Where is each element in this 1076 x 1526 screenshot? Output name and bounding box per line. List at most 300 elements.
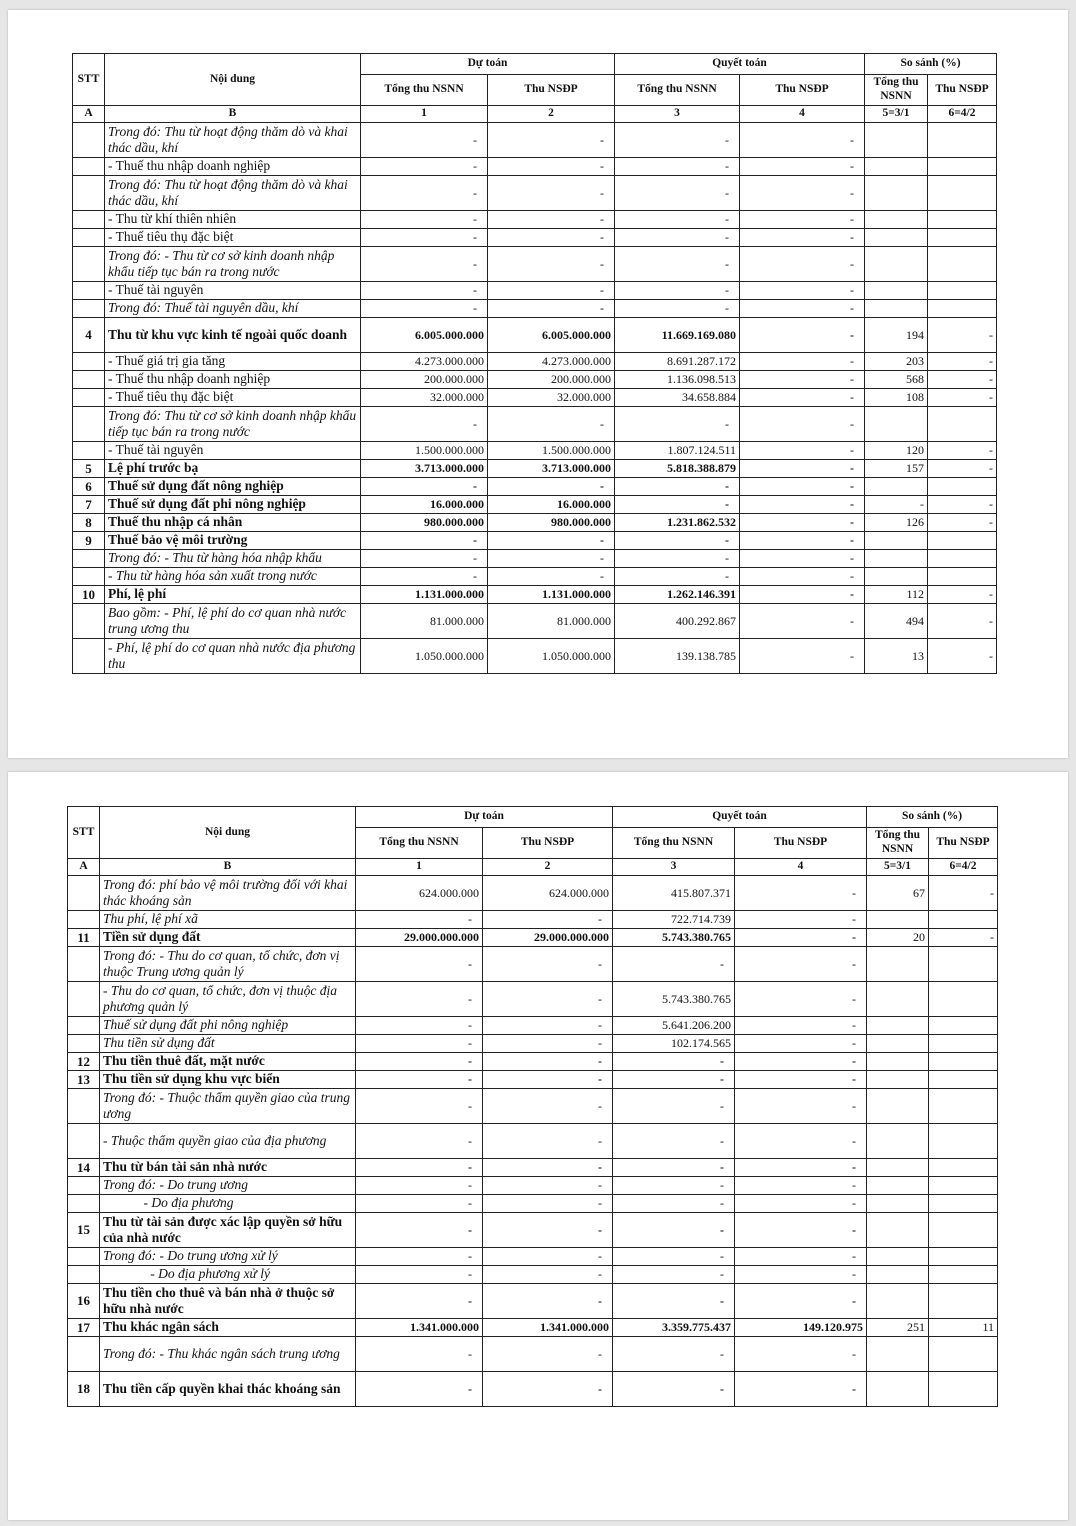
du-toan-thu-nsdp-value: 1.050.000.000 [488, 639, 615, 674]
row-content: Thu khác ngân sách [100, 1319, 356, 1337]
column-index: 2 [488, 106, 615, 123]
so-sanh-tong-thu-pct [867, 1337, 929, 1372]
row-stt: 17 [68, 1319, 100, 1337]
so-sanh-tong-thu-pct [867, 1248, 929, 1266]
du-toan-thu-nsdp-value: - [483, 1213, 613, 1248]
header-quyet-toan: Quyết toán [615, 54, 865, 75]
quyet-toan-thu-nsdp-value: - [735, 1372, 867, 1407]
row-content: Thu phí, lệ phí xã [100, 911, 356, 929]
quyet-toan-thu-nsdp-value: - [740, 586, 865, 604]
quyet-toan-tong-thu-value: - [615, 496, 740, 514]
row-stt: 6 [73, 478, 105, 496]
table-row [68, 1372, 998, 1407]
row-stt: 10 [73, 586, 105, 604]
row-content: Thuế sử dụng đất nông nghiệp [105, 478, 361, 496]
so-sanh-thu-nsdp-pct [928, 229, 997, 247]
so-sanh-thu-nsdp-pct: - [928, 371, 997, 389]
row-content: - Phí, lệ phí do cơ quan nhà nước địa phương thu [105, 639, 361, 674]
du-toan-tong-thu-value: - [361, 568, 488, 586]
quyet-toan-tong-thu-value: - [613, 1177, 735, 1195]
so-sanh-tong-thu-pct: 194 [865, 318, 928, 353]
quyet-toan-thu-nsdp-value: - [740, 318, 865, 353]
quyet-toan-tong-thu-value: 415.807.371 [613, 876, 735, 911]
du-toan-thu-nsdp-value: - [483, 1337, 613, 1372]
so-sanh-tong-thu-pct [867, 1053, 929, 1071]
table-row [68, 1177, 998, 1195]
row-stt [68, 1124, 100, 1159]
so-sanh-thu-nsdp-pct [928, 532, 997, 550]
table-row [73, 478, 997, 496]
so-sanh-tong-thu-pct [865, 568, 928, 586]
row-content: Thu tiền sử dụng đất [100, 1035, 356, 1053]
du-toan-thu-nsdp-value: 200.000.000 [488, 371, 615, 389]
table-row [73, 460, 997, 478]
header-tong-thu-nsnn: Tổng thu NSNN [361, 75, 488, 106]
quyet-toan-tong-thu-value: - [615, 247, 740, 282]
column-index-row [68, 859, 998, 876]
so-sanh-thu-nsdp-pct [928, 282, 997, 300]
row-stt [73, 371, 105, 389]
quyet-toan-tong-thu-value: - [615, 532, 740, 550]
du-toan-tong-thu-value: 29.000.000.000 [356, 929, 483, 947]
row-stt: 8 [73, 514, 105, 532]
table-row [68, 1319, 998, 1337]
table-row [73, 211, 997, 229]
header-thu-nsdp: Thu NSĐP [735, 828, 867, 859]
du-toan-thu-nsdp-value: 3.713.000.000 [488, 460, 615, 478]
du-toan-thu-nsdp-value: - [483, 1177, 613, 1195]
du-toan-thu-nsdp-value: - [488, 478, 615, 496]
quyet-toan-thu-nsdp-value: - [740, 158, 865, 176]
row-content: - Thu từ khí thiên nhiên [105, 211, 361, 229]
du-toan-tong-thu-value: - [356, 1372, 483, 1407]
so-sanh-thu-nsdp-pct [928, 300, 997, 318]
so-sanh-tong-thu-pct [867, 911, 929, 929]
du-toan-tong-thu-value: - [356, 1337, 483, 1372]
quyet-toan-tong-thu-value: - [613, 1337, 735, 1372]
quyet-toan-tong-thu-value: 139.138.785 [615, 639, 740, 674]
quyet-toan-thu-nsdp-value: - [735, 1284, 867, 1319]
du-toan-thu-nsdp-value: - [488, 532, 615, 550]
quyet-toan-thu-nsdp-value: - [735, 1159, 867, 1177]
row-stt [73, 407, 105, 442]
header-du-toan: Dự toán [361, 54, 615, 75]
so-sanh-tong-thu-pct [865, 300, 928, 318]
header-tong-thu-nsnn: Tổng thu NSNN [615, 75, 740, 106]
table-row [73, 586, 997, 604]
quyet-toan-thu-nsdp-value: - [740, 460, 865, 478]
du-toan-thu-nsdp-value: 1.341.000.000 [483, 1319, 613, 1337]
row-content: - Thuế tài nguyên [105, 282, 361, 300]
quyet-toan-tong-thu-value: - [613, 1071, 735, 1089]
so-sanh-thu-nsdp-pct [929, 1035, 998, 1053]
column-index: 4 [740, 106, 865, 123]
row-content: Trong đó: Thu từ hoạt động thăm dò và khai thác dầu, khí [105, 123, 361, 158]
so-sanh-tong-thu-pct [865, 176, 928, 211]
quyet-toan-thu-nsdp-value: - [740, 442, 865, 460]
du-toan-thu-nsdp-value: - [483, 1089, 613, 1124]
so-sanh-tong-thu-pct: 20 [867, 929, 929, 947]
quyet-toan-tong-thu-value: - [613, 1195, 735, 1213]
quyet-toan-tong-thu-value: 5.743.380.765 [613, 929, 735, 947]
du-toan-tong-thu-value: - [356, 1177, 483, 1195]
so-sanh-thu-nsdp-pct [928, 123, 997, 158]
du-toan-thu-nsdp-value: - [483, 1248, 613, 1266]
so-sanh-thu-nsdp-pct: 11 [929, 1319, 998, 1337]
du-toan-thu-nsdp-value: - [483, 1266, 613, 1284]
row-stt [68, 982, 100, 1017]
table-row [73, 123, 997, 158]
so-sanh-thu-nsdp-pct [929, 1284, 998, 1319]
quyet-toan-tong-thu-value: 722.714.739 [613, 911, 735, 929]
du-toan-tong-thu-value: - [361, 176, 488, 211]
du-toan-tong-thu-value: - [361, 229, 488, 247]
header-thu-nsdp: Thu NSĐP [929, 828, 998, 859]
quyet-toan-tong-thu-value: - [613, 1213, 735, 1248]
du-toan-tong-thu-value: - [356, 1053, 483, 1071]
quyet-toan-thu-nsdp-value: - [740, 478, 865, 496]
quyet-toan-tong-thu-value: - [613, 1284, 735, 1319]
row-stt [68, 1266, 100, 1284]
row-stt [73, 389, 105, 407]
so-sanh-thu-nsdp-pct: - [928, 639, 997, 674]
quyet-toan-thu-nsdp-value: - [740, 247, 865, 282]
quyet-toan-thu-nsdp-value: - [735, 876, 867, 911]
quyet-toan-thu-nsdp-value: - [740, 353, 865, 371]
so-sanh-tong-thu-pct [867, 1177, 929, 1195]
quyet-toan-thu-nsdp-value: - [740, 532, 865, 550]
so-sanh-tong-thu-pct [865, 123, 928, 158]
du-toan-tong-thu-value: - [356, 1159, 483, 1177]
quyet-toan-thu-nsdp-value: - [735, 1017, 867, 1035]
quyet-toan-thu-nsdp-value: - [735, 1248, 867, 1266]
du-toan-thu-nsdp-value: 1.500.000.000 [488, 442, 615, 460]
du-toan-thu-nsdp-value: 16.000.000 [488, 496, 615, 514]
so-sanh-tong-thu-pct [867, 1035, 929, 1053]
quyet-toan-tong-thu-value: 11.669.169.080 [615, 318, 740, 353]
quyet-toan-tong-thu-value: 400.292.867 [615, 604, 740, 639]
row-stt [73, 158, 105, 176]
so-sanh-tong-thu-pct [867, 1266, 929, 1284]
du-toan-thu-nsdp-value: - [483, 947, 613, 982]
quyet-toan-thu-nsdp-value: - [740, 211, 865, 229]
so-sanh-tong-thu-pct [867, 947, 929, 982]
du-toan-tong-thu-value: 6.005.000.000 [361, 318, 488, 353]
table-row [73, 532, 997, 550]
header-noi-dung: Nội dung [105, 54, 361, 106]
header-tong-thu-nsnn-short: Tổng thu NSNN [867, 828, 929, 859]
row-content: - Thu từ hàng hóa sản xuất trong nước [105, 568, 361, 586]
table-row [73, 639, 997, 674]
so-sanh-tong-thu-pct: 203 [865, 353, 928, 371]
quyet-toan-tong-thu-value: - [615, 407, 740, 442]
so-sanh-thu-nsdp-pct [929, 1053, 998, 1071]
row-content: Thuế thu nhập cá nhân [105, 514, 361, 532]
quyet-toan-thu-nsdp-value: - [735, 947, 867, 982]
so-sanh-thu-nsdp-pct [929, 911, 998, 929]
document-page-1 [8, 10, 1068, 758]
du-toan-thu-nsdp-value: - [483, 1159, 613, 1177]
so-sanh-tong-thu-pct: 157 [865, 460, 928, 478]
du-toan-thu-nsdp-value: 32.000.000 [488, 389, 615, 407]
du-toan-thu-nsdp-value: 4.273.000.000 [488, 353, 615, 371]
du-toan-thu-nsdp-value: - [483, 1124, 613, 1159]
du-toan-tong-thu-value: - [356, 982, 483, 1017]
table-body [73, 123, 997, 674]
table-row [68, 1337, 998, 1372]
du-toan-thu-nsdp-value: - [488, 300, 615, 318]
so-sanh-tong-thu-pct [865, 158, 928, 176]
du-toan-thu-nsdp-value: - [483, 1372, 613, 1407]
table-row [73, 158, 997, 176]
du-toan-tong-thu-value: 1.050.000.000 [361, 639, 488, 674]
table-body [68, 876, 998, 1407]
quyet-toan-thu-nsdp-value: 149.120.975 [735, 1319, 867, 1337]
du-toan-thu-nsdp-value: - [488, 229, 615, 247]
row-stt: 12 [68, 1053, 100, 1071]
so-sanh-thu-nsdp-pct [929, 947, 998, 982]
so-sanh-tong-thu-pct [865, 247, 928, 282]
row-content: - Thuế tài nguyên [105, 442, 361, 460]
header-so-sanh: So sánh (%) [865, 54, 997, 75]
table-row [68, 1248, 998, 1266]
header-so-sanh: So sánh (%) [867, 807, 998, 828]
row-content: Trong đó: - Do trung ương [100, 1177, 356, 1195]
du-toan-tong-thu-value: 1.131.000.000 [361, 586, 488, 604]
quyet-toan-tong-thu-value: 1.262.146.391 [615, 586, 740, 604]
header-tong-thu-nsnn: Tổng thu NSNN [613, 828, 735, 859]
du-toan-tong-thu-value: - [361, 211, 488, 229]
quyet-toan-thu-nsdp-value: - [740, 496, 865, 514]
so-sanh-tong-thu-pct: 251 [867, 1319, 929, 1337]
document-page-2 [8, 772, 1068, 1520]
du-toan-tong-thu-value: - [361, 532, 488, 550]
du-toan-thu-nsdp-value: 29.000.000.000 [483, 929, 613, 947]
so-sanh-tong-thu-pct: 494 [865, 604, 928, 639]
so-sanh-tong-thu-pct [865, 478, 928, 496]
header-thu-nsdp: Thu NSĐP [928, 75, 997, 106]
quyet-toan-tong-thu-value: - [615, 282, 740, 300]
table-row [68, 1159, 998, 1177]
quyet-toan-thu-nsdp-value: - [740, 407, 865, 442]
row-content: Thuế sử dụng đất phi nông nghiệp [100, 1017, 356, 1035]
column-index: 4 [735, 859, 867, 876]
so-sanh-thu-nsdp-pct [929, 1337, 998, 1372]
du-toan-tong-thu-value: - [361, 123, 488, 158]
row-content: - Do địa phương xử lý [100, 1266, 356, 1284]
so-sanh-tong-thu-pct: 67 [867, 876, 929, 911]
so-sanh-thu-nsdp-pct [929, 1071, 998, 1089]
row-content: Trong đó: Thu từ cơ sở kinh doanh nhập khẩu tiếp tục bán ra trong nước [105, 407, 361, 442]
du-toan-tong-thu-value: 3.713.000.000 [361, 460, 488, 478]
so-sanh-tong-thu-pct [867, 1071, 929, 1089]
table-row [73, 514, 997, 532]
quyet-toan-tong-thu-value: - [613, 1089, 735, 1124]
du-toan-tong-thu-value: - [361, 478, 488, 496]
du-toan-thu-nsdp-value: - [488, 550, 615, 568]
column-index: 6=4/2 [928, 106, 997, 123]
quyet-toan-tong-thu-value: - [613, 1248, 735, 1266]
quyet-toan-thu-nsdp-value: - [740, 300, 865, 318]
table-row [68, 1213, 998, 1248]
row-content: - Thuế tiêu thụ đặc biệt [105, 389, 361, 407]
row-stt [68, 1177, 100, 1195]
so-sanh-thu-nsdp-pct [929, 1372, 998, 1407]
row-content: Trong đó: Thu từ hoạt động thăm dò và khai thác dầu, khí [105, 176, 361, 211]
row-stt [73, 176, 105, 211]
quyet-toan-thu-nsdp-value: - [740, 371, 865, 389]
header-tong-thu-nsnn-short: Tổng thu NSNN [865, 75, 928, 106]
row-content: - Thuế tiêu thụ đặc biệt [105, 229, 361, 247]
so-sanh-thu-nsdp-pct [928, 407, 997, 442]
column-index: 2 [483, 859, 613, 876]
row-content: Lệ phí trước bạ [105, 460, 361, 478]
du-toan-tong-thu-value: 4.273.000.000 [361, 353, 488, 371]
so-sanh-tong-thu-pct: 112 [865, 586, 928, 604]
du-toan-tong-thu-value: 32.000.000 [361, 389, 488, 407]
row-stt: 5 [73, 460, 105, 478]
so-sanh-tong-thu-pct [867, 1213, 929, 1248]
du-toan-tong-thu-value: - [361, 300, 488, 318]
du-toan-tong-thu-value: 1.341.000.000 [356, 1319, 483, 1337]
so-sanh-thu-nsdp-pct: - [928, 318, 997, 353]
quyet-toan-thu-nsdp-value: - [735, 1089, 867, 1124]
table-row [68, 1035, 998, 1053]
row-stt [73, 550, 105, 568]
so-sanh-tong-thu-pct [865, 211, 928, 229]
so-sanh-tong-thu-pct: - [865, 496, 928, 514]
du-toan-thu-nsdp-value: - [488, 123, 615, 158]
table-row [73, 353, 997, 371]
quyet-toan-thu-nsdp-value: - [735, 1071, 867, 1089]
row-stt [73, 229, 105, 247]
table-row [68, 1089, 998, 1124]
quyet-toan-tong-thu-value: - [615, 123, 740, 158]
row-stt: 18 [68, 1372, 100, 1407]
du-toan-tong-thu-value: - [356, 911, 483, 929]
quyet-toan-thu-nsdp-value: - [735, 911, 867, 929]
quyet-toan-thu-nsdp-value: - [735, 1266, 867, 1284]
row-stt: 14 [68, 1159, 100, 1177]
row-stt [68, 1089, 100, 1124]
row-content: Thu tiền sử dụng khu vực biển [100, 1071, 356, 1089]
so-sanh-thu-nsdp-pct [929, 1089, 998, 1124]
quyet-toan-thu-nsdp-value: - [735, 982, 867, 1017]
so-sanh-thu-nsdp-pct [928, 478, 997, 496]
row-content: Thu tiền thuê đất, mặt nước [100, 1053, 356, 1071]
du-toan-thu-nsdp-value: 1.131.000.000 [488, 586, 615, 604]
so-sanh-tong-thu-pct: 108 [865, 389, 928, 407]
row-stt: 16 [68, 1284, 100, 1319]
quyet-toan-thu-nsdp-value: - [740, 389, 865, 407]
so-sanh-thu-nsdp-pct [929, 1266, 998, 1284]
table-row [73, 176, 997, 211]
so-sanh-tong-thu-pct [867, 1124, 929, 1159]
quyet-toan-tong-thu-value: - [615, 568, 740, 586]
du-toan-thu-nsdp-value: - [488, 211, 615, 229]
column-index: 1 [361, 106, 488, 123]
table-row [68, 1053, 998, 1071]
so-sanh-thu-nsdp-pct [929, 1177, 998, 1195]
so-sanh-thu-nsdp-pct: - [928, 389, 997, 407]
table-row [73, 389, 997, 407]
row-stt [68, 911, 100, 929]
du-toan-thu-nsdp-value: - [483, 1053, 613, 1071]
du-toan-thu-nsdp-value: - [488, 247, 615, 282]
du-toan-tong-thu-value: - [356, 1284, 483, 1319]
so-sanh-thu-nsdp-pct [928, 247, 997, 282]
du-toan-thu-nsdp-value: 624.000.000 [483, 876, 613, 911]
quyet-toan-tong-thu-value: 8.691.287.172 [615, 353, 740, 371]
quyet-toan-thu-nsdp-value: - [740, 639, 865, 674]
quyet-toan-thu-nsdp-value: - [740, 568, 865, 586]
column-index: 3 [615, 106, 740, 123]
quyet-toan-tong-thu-value: - [615, 176, 740, 211]
header-noi-dung: Nội dung [100, 807, 356, 859]
quyet-toan-tong-thu-value: - [615, 158, 740, 176]
so-sanh-thu-nsdp-pct: - [928, 460, 997, 478]
row-stt [68, 1195, 100, 1213]
du-toan-thu-nsdp-value: - [488, 158, 615, 176]
quyet-toan-tong-thu-value: 34.658.884 [615, 389, 740, 407]
du-toan-tong-thu-value: - [356, 947, 483, 982]
du-toan-thu-nsdp-value: - [483, 1017, 613, 1035]
table-row [68, 876, 998, 911]
quyet-toan-tong-thu-value: - [613, 1124, 735, 1159]
row-content: - Thuộc thẩm quyền giao của địa phương [100, 1124, 356, 1159]
row-stt: 7 [73, 496, 105, 514]
quyet-toan-tong-thu-value: - [613, 1053, 735, 1071]
so-sanh-thu-nsdp-pct [928, 568, 997, 586]
row-content: - Thuế thu nhập doanh nghiệp [105, 158, 361, 176]
quyet-toan-thu-nsdp-value: - [740, 604, 865, 639]
row-stt [73, 300, 105, 318]
du-toan-tong-thu-value: - [356, 1017, 483, 1035]
table-row [68, 1284, 998, 1319]
du-toan-tong-thu-value: - [361, 247, 488, 282]
table-row [68, 1124, 998, 1159]
row-stt: 9 [73, 532, 105, 550]
budget-table-page-1 [72, 53, 997, 674]
table-row [68, 982, 998, 1017]
quyet-toan-thu-nsdp-value: - [740, 514, 865, 532]
so-sanh-tong-thu-pct [867, 1089, 929, 1124]
column-index: A [68, 859, 100, 876]
quyet-toan-tong-thu-value: 1.136.098.513 [615, 371, 740, 389]
so-sanh-thu-nsdp-pct: - [929, 929, 998, 947]
row-stt [73, 639, 105, 674]
du-toan-thu-nsdp-value: - [488, 568, 615, 586]
row-content: Trong đó: phí bảo vệ môi trường đối với khai thác khoáng sản [100, 876, 356, 911]
quyet-toan-thu-nsdp-value: - [735, 1337, 867, 1372]
row-content: - Thu do cơ quan, tổ chức, đơn vị thuộc địa phương quản lý [100, 982, 356, 1017]
row-content: Thu từ tài sản được xác lập quyền sở hữu của nhà nước [100, 1213, 356, 1248]
so-sanh-tong-thu-pct [865, 550, 928, 568]
row-stt [68, 947, 100, 982]
so-sanh-thu-nsdp-pct [929, 1017, 998, 1035]
du-toan-tong-thu-value: 200.000.000 [361, 371, 488, 389]
header-stt: STT [68, 807, 100, 859]
quyet-toan-thu-nsdp-value: - [735, 1213, 867, 1248]
table-row [73, 282, 997, 300]
so-sanh-thu-nsdp-pct [929, 1213, 998, 1248]
quyet-toan-tong-thu-value: - [615, 300, 740, 318]
quyet-toan-thu-nsdp-value: - [735, 1177, 867, 1195]
du-toan-tong-thu-value: - [361, 407, 488, 442]
table-row [73, 247, 997, 282]
quyet-toan-tong-thu-value: 1.807.124.511 [615, 442, 740, 460]
quyet-toan-thu-nsdp-value: - [735, 1035, 867, 1053]
